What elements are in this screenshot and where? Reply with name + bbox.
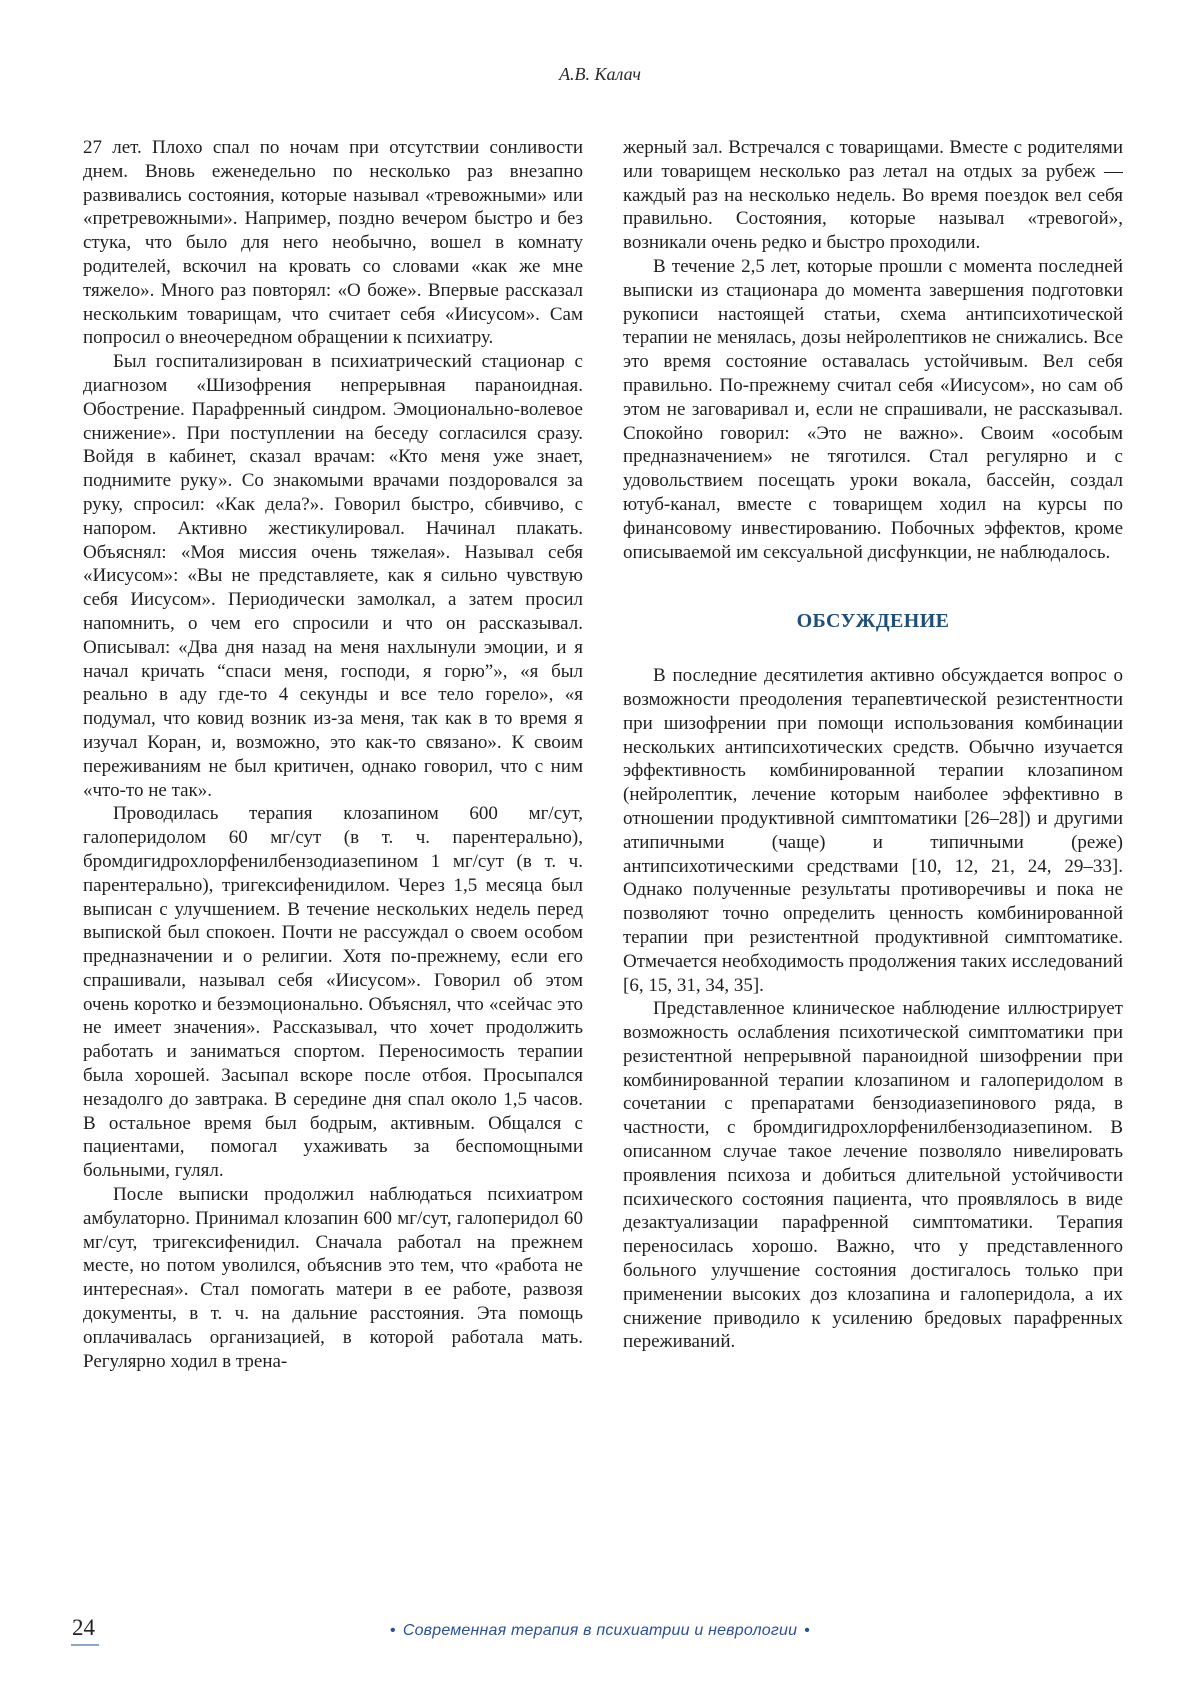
- article-body: [83, 136, 1123, 1568]
- right-column: [623, 136, 1123, 1568]
- paragraph: Представленное клиническое наблюдение иллюстрирует возможность ослабления психотической симптоматики при резистентной непрерывной параноидной шизофрении при комбинированной терапии клозапином и галоперидолом в сочетании с препаратами бензодиазепинового ряда, в частности, с бромдигидрохлорфенилбензодиазепином. В описанном случае такое лечение позволяло нивелировать проявления психоза и добиться длительной устойчивости психического состояния пациента, что проявлялось в виде дезактуализации парафренной симптоматики. Терапия переносилась хорошо. Важно, что у представленного больного улучшение состояния достигалось только при применении высоких доз клозапина и галоперидола, а их снижение приводило к усилению бредовых парафренных переживаний.: [623, 998, 1123, 1353]
- left-column: [83, 136, 583, 1568]
- paragraph: Проводилась терапия клозапином 600 мг/сут, галоперидолом 60 мг/сут (в т. ч. парентерально), бромдигидрохлорфенилбензодиазепином 1 мг/сут (в т. ч. парентерально), тригексифенидилом. Через 1,5 месяца был выписан с улучшением. В течение нескольких недель перед выпиской был спокоен. Почти не рассуждал о своем особом предназначении и о религии. Хотя по-прежнему, если его спрашивали, называл себя «Иисусом». Говорил об этом очень коротко и безэмоционально. Объяснял, что «сейчас это не имеет значения». Рассказывал, что хочет продолжить работать и заниматься спортом. Переносимость терапии была хорошей. Засыпал вскоре после отбоя. Просыпался незадолго до завтрака. В середине дня спал около 1,5 часов. В остальное время был бодрым, активным. Общался с пациентами, помогал ухаживать за беспомощными больными, гулял.: [83, 803, 583, 1182]
- paragraph: жерный зал. Встречался с товарищами. Вместе с родителями или товарищем несколько раз летал на отдых за рубеж — каждый раз на несколько недель. Во время поездок вел себя правильно. Состояния, которые называл «тревогой», возникали очень редко и быстро проходили.: [623, 137, 1123, 254]
- paragraph: В течение 2,5 лет, которые прошли с момента последней выписки из стационара до момента завершения подготовки рукописи настоящей статьи, схема антипсихотической терапии не менялась, дозы нейролептиков не снижались. Все это время состояние оставалась устойчивым. Вел себя правильно. По-прежнему считал себя «Иисусом», но сам об этом не заговаривал и, если не спрашивали, не рассказывал. Спокойно говорил: «Это не важно». Своим «особым предназначением» не тяготился. Стал регулярно и с удовольствием посещать уроки вокала, бассейн, создал ютуб-канал, вместе с товарищем ходил на курсы по финансовому инвестированию. Побочных эффектов, кроме описываемой им сексуальной дисфункции, не наблюдалось.: [623, 255, 1123, 563]
- page-number: 24: [71, 1615, 99, 1646]
- bullet-icon: •: [390, 1622, 396, 1639]
- paragraph: 27 лет. Плохо спал по ночам при отсутствии сонливости днем. Вновь еженедельно по несколько раз внезапно развивались состояния, которые называл «тревожными» или «претревожными». Например, поздно вечером быстро и без стука, что было для него необычно, вошел в комнату родителей, вскочил на кровать со словами «как же мне тяжело». Много раз повторял: «О боже». Впервые рассказал нескольким товарищам, что считает себя «Иисусом». Сам попросил о внеочередном обращении к психиатру.: [83, 137, 583, 349]
- section-heading-discussion: ОБСУЖДЕНИЕ: [796, 610, 950, 633]
- paragraph: После выписки продолжил наблюдаться психиатром амбулаторно. Принимал клозапин 600 мг/сут, галоперидол 60 мг/сут, тригексифенидил. Сначала работал на прежнем месте, но потом уволился, объяснив это тем, что «работа не интересная». Стал помогать матери в ее работе, развозя документы, в т. ч. на дальние расстояния. Эта помощь оплачивалась организацией, в которой работала мать. Регулярно ходил в трена-: [83, 1184, 583, 1372]
- journal-title: Современная терапия в психиатрии и неврологии: [402, 1622, 798, 1639]
- running-head-author: А.В. Калач: [559, 64, 641, 84]
- paragraph: Был госпитализирован в психиатрический стационар с диагнозом «Шизофрения непрерывная параноидная. Обострение. Парафренный синдром. Эмоционально-волевое снижение». При поступлении на беседу согласился сразу. Войдя в кабинет, сказал врачам: «Кто меня уже знает, поднимите руку». Со знакомыми врачами поздоровался за руку, спросил: «Как дела?». Говорил быстро, сбивчиво, с напором. Активно жестикулировал. Начинал плакать. Объяснял: «Моя миссия очень тяжелая». Называл себя «Иисусом»: «Вы не представляете, как я сильно чувствую себя Иисусом». Периодически замолкал, а затем просил напомнить, о чем его спросили и что он рассказывал. Описывал: «Два дня назад на меня нахлынули эмоции, и я начал кричать “спаси меня, господи, я горю”», «я был реально в аду где-то 4 секунды и все тело горело», «я подумал, что ковид возник из-за меня, так как в то время я изучал Коран, и, возможно, это как-то связано». К своим переживаниям не был критичен, однако говорил, что с ним «что-то не так».: [83, 351, 583, 801]
- footer-journal-line: [0, 1622, 1200, 1640]
- bullet-icon: •: [804, 1622, 810, 1639]
- paragraph: В последние десятилетия активно обсуждается вопрос о возможности преодоления терапевтической резистентности при шизофрении при помощи использования комбинации нескольких антипсихотических средств. Обычно изучается эффективность комбинированной терапии клозапином (нейролептик, лечение которым наиболее эффективно в отношении продуктивной симптоматики [26–28]) и другими атипичными (чаще) и типичными (реже) антипсихотическими средствами [10, 12, 21, 24, 29–33]. Однако полученные результаты противоречивы и пока не позволяют точно определить ценность комбинированной терапии при резистентной продуктивной симптоматике. Отмечается необходимость продолжения таких исследований [6, 15, 31, 34, 35].: [623, 665, 1123, 996]
